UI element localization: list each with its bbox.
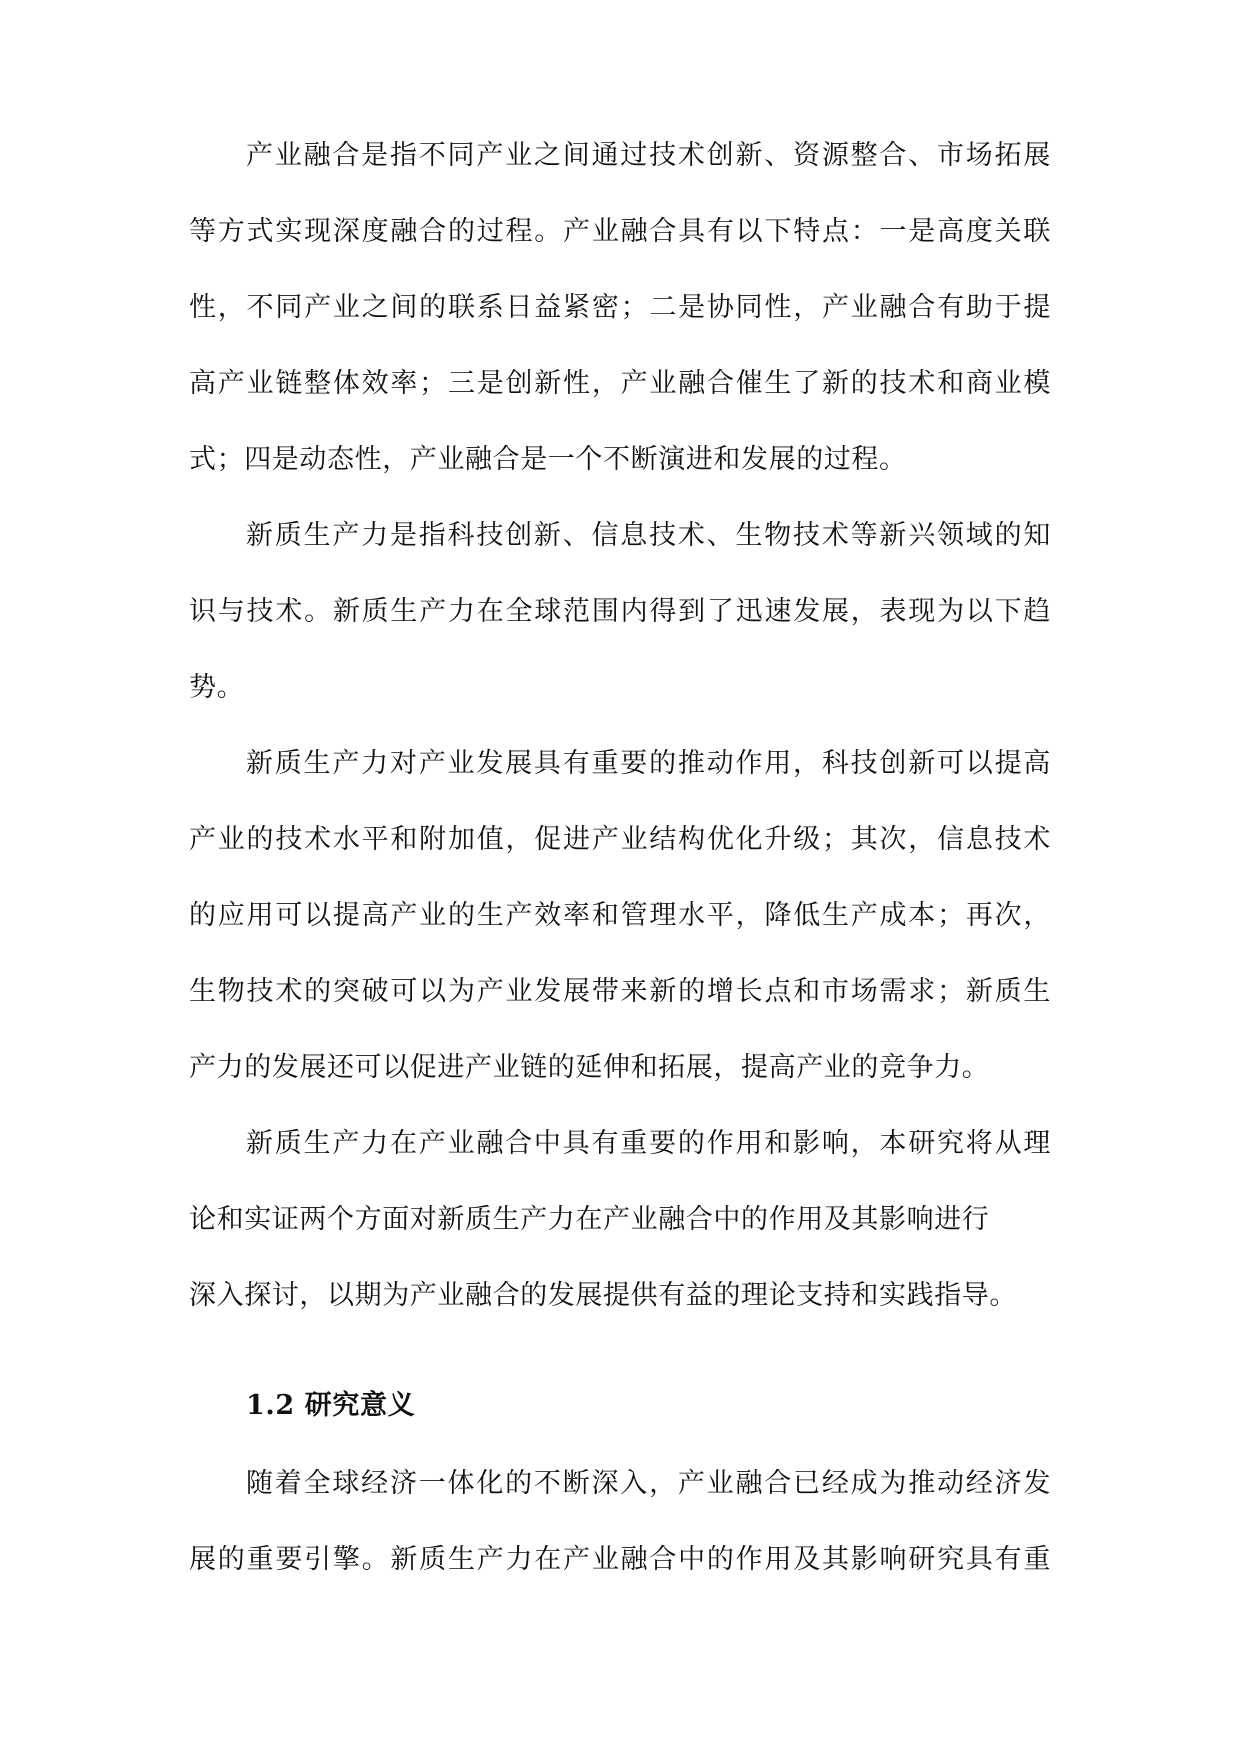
paragraph-1-line-1: 产业融合是指不同产业之间通过技术创新、资源整合、市场拓展 bbox=[246, 140, 1051, 171]
paragraph-4-line-3: 深入探讨，以期为产业融合的发展提供有益的理论支持和实践指导。 bbox=[189, 1280, 1017, 1311]
paragraph-2-line-1: 新质生产力是指科技创新、信息技术、生物技术等新兴领域的知 bbox=[246, 520, 1051, 551]
paragraph-3-line-2: 产业的技术水平和附加值，促进产业结构优化升级；其次，信息技术 bbox=[189, 824, 1051, 855]
section-paragraph-line-1: 随着全球经济一体化的不断深入，产业融合已经成为推动经济发 bbox=[246, 1468, 1051, 1499]
paragraph-3-line-1: 新质生产力对产业发展具有重要的推动作用，科技创新可以提高 bbox=[246, 748, 1051, 779]
paragraph-4-line-2: 论和实证两个方面对新质生产力在产业融合中的作用及其影响进行 bbox=[189, 1204, 990, 1235]
section-paragraph-line-2: 展的重要引擎。新质生产力在产业融合中的作用及其影响研究具有重 bbox=[189, 1544, 1051, 1575]
paragraph-1-line-5: 式；四是动态性，产业融合是一个不断演进和发展的过程。 bbox=[189, 444, 907, 475]
paragraph-1-line-4: 高产业链整体效率；三是创新性，产业融合催生了新的技术和商业模 bbox=[189, 368, 1051, 399]
paragraph-3-line-5: 产力的发展还可以促进产业链的延伸和拓展，提高产业的竞争力。 bbox=[189, 1052, 990, 1083]
section-heading: 1.2 研究意义 bbox=[246, 1390, 416, 1421]
paragraph-2-line-2: 识与技术。新质生产力在全球范围内得到了迅速发展，表现为以下趋 bbox=[189, 596, 1051, 627]
paragraph-2-line-3: 势。 bbox=[189, 672, 245, 703]
paragraph-3-line-3: 的应用可以提高产业的生产效率和管理水平，降低生产成本；再次， bbox=[189, 900, 1051, 931]
paragraph-1-line-3: 性，不同产业之间的联系日益紧密；二是协同性，产业融合有助于提 bbox=[189, 292, 1051, 323]
paragraph-3-line-4: 生物技术的突破可以为产业发展带来新的增长点和市场需求；新质生 bbox=[189, 976, 1051, 1007]
paragraph-1-line-2: 等方式实现深度融合的过程。产业融合具有以下特点：一是高度关联 bbox=[189, 216, 1051, 247]
paragraph-4-line-1: 新质生产力在产业融合中具有重要的作用和影响，本研究将从理 bbox=[246, 1128, 1051, 1159]
